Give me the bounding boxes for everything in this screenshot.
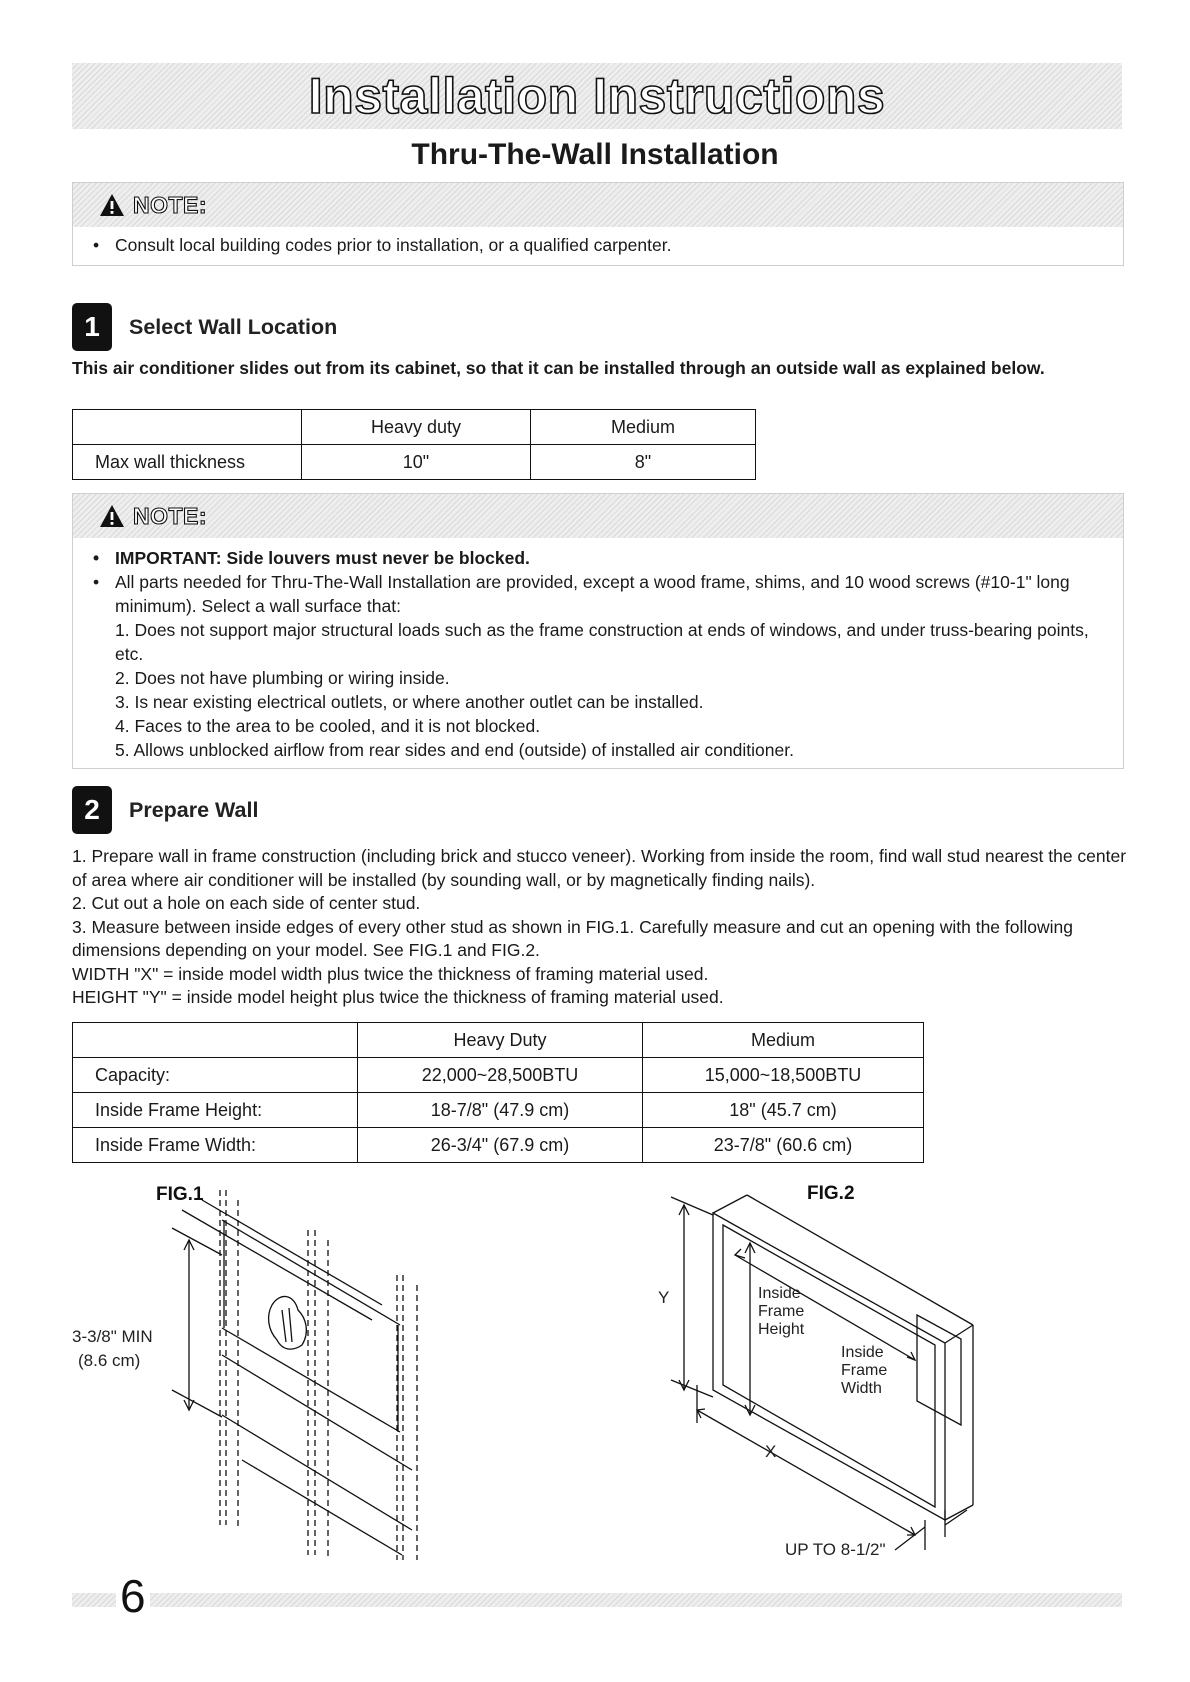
step-title: Select Wall Location bbox=[129, 314, 338, 339]
table-cell: 10" bbox=[302, 445, 531, 480]
warning-icon bbox=[99, 193, 125, 217]
table-cell bbox=[73, 1023, 358, 1058]
note-header bbox=[73, 494, 1123, 538]
fig2-width-label-3: Width bbox=[841, 1380, 882, 1397]
wall-thickness-table bbox=[72, 409, 756, 480]
note-item: • Consult local building codes prior to installation, or a qualified carpenter. bbox=[93, 233, 1103, 257]
fig2-width-label-1: Inside bbox=[841, 1344, 884, 1361]
table-header-row bbox=[73, 410, 756, 445]
table-cell: 18" (45.7 cm) bbox=[643, 1093, 924, 1128]
table-header-medium: Medium bbox=[531, 410, 756, 445]
footer-bar bbox=[72, 1593, 1122, 1607]
list-item: 4. Faces to the area to be cooled, and it is not blocked. bbox=[115, 716, 541, 736]
table-header-row bbox=[73, 1023, 924, 1058]
step-1-heading bbox=[72, 303, 337, 351]
list-item: 1. Does not support major structural loads such as the frame construction at ends of windows, and under truss-bearing points, etc. bbox=[115, 620, 1089, 664]
fig2-frame-diagram bbox=[655, 1165, 1025, 1560]
table-cell: Max wall thickness bbox=[73, 445, 302, 480]
note-label: NOTE: bbox=[133, 502, 208, 529]
fig2-depth-label: UP TO 8-1/2" bbox=[785, 1540, 886, 1559]
table-header-heavy: Heavy duty bbox=[302, 410, 531, 445]
warning-icon bbox=[99, 504, 125, 528]
list-item: 5. Allows unblocked airflow from rear sides and end (outside) of installed air conditioner. bbox=[115, 740, 794, 760]
fig1-label: FIG.1 bbox=[156, 1184, 204, 1205]
step-1-intro: This air conditioner slides out from its cabinet, so that it can be installed through an outside wall as explained below. bbox=[72, 358, 1045, 378]
step-2-instructions bbox=[72, 845, 1132, 1010]
table-cell: Capacity: bbox=[73, 1058, 358, 1093]
note-item: • All parts needed for Thru-The-Wall Installation are provided, except a wood frame, shims, and 10 wood screws (#10-1" long minimum). Select a wall surface that: bbox=[93, 570, 1103, 618]
table-row bbox=[73, 1128, 924, 1163]
table-cell: 23-7/8" (60.6 cm) bbox=[643, 1128, 924, 1163]
fig1-wall-diagram bbox=[72, 1170, 452, 1560]
note-header bbox=[73, 183, 1123, 227]
note-body bbox=[73, 538, 1123, 768]
fig2-x-label: X bbox=[765, 1442, 777, 1461]
table-cell: 26-3/4" (67.9 cm) bbox=[358, 1128, 643, 1163]
page-number: 6 bbox=[116, 1568, 150, 1624]
important-item: • IMPORTANT: Side louvers must never be blocked. bbox=[93, 546, 1103, 570]
instruction-line: 1. Prepare wall in frame construction (including brick and stucco veneer). Working from inside the room, find wall stud nearest the center of area where air conditioner will be installed (by sounding wall, or by magnetically finding nails). bbox=[72, 846, 1127, 890]
table-cell: Inside Frame Width: bbox=[73, 1128, 358, 1163]
fig2-height-label-2: Frame bbox=[758, 1303, 805, 1320]
table-header-heavy: Heavy Duty bbox=[358, 1023, 643, 1058]
frame-dimensions-table bbox=[72, 1022, 924, 1163]
fig2-height-label-1: Inside bbox=[758, 1285, 801, 1302]
fig2-height-label-3: Height bbox=[758, 1321, 805, 1338]
step-title: Prepare Wall bbox=[129, 797, 259, 822]
fig2-label: FIG.2 bbox=[807, 1183, 855, 1204]
note-box-2 bbox=[72, 493, 1124, 769]
instruction-line: HEIGHT "Y" = inside model height plus twice the thickness of framing material used. bbox=[72, 987, 724, 1007]
instruction-line: 3. Measure between inside edges of every other stud as shown in FIG.1. Carefully measure and cut an opening with the following dimensions depending on your model. See FIG.1 and FIG.2. bbox=[72, 916, 1073, 960]
fig2-width-label-2: Frame bbox=[841, 1362, 888, 1379]
step-2-heading bbox=[72, 786, 258, 834]
instruction-line: 2. Cut out a hole on each side of center stud. bbox=[72, 893, 421, 913]
table-row bbox=[73, 1093, 924, 1128]
table-cell: 22,000~28,500BTU bbox=[358, 1058, 643, 1093]
table-cell: 8" bbox=[531, 445, 756, 480]
table-cell bbox=[73, 410, 302, 445]
list-item: 3. Is near existing electrical outlets, or where another outlet can be installed. bbox=[115, 692, 704, 712]
step-number-badge: 1 bbox=[72, 303, 112, 351]
table-cell: 15,000~18,500BTU bbox=[643, 1058, 924, 1093]
note-body bbox=[73, 227, 1123, 265]
section-subtitle: Thru-The-Wall Installation bbox=[411, 138, 779, 171]
list-item: 2. Does not have plumbing or wiring inside. bbox=[115, 668, 450, 688]
note-box-1 bbox=[72, 182, 1124, 266]
instruction-line: WIDTH "X" = inside model width plus twice the thickness of framing material used. bbox=[72, 963, 709, 984]
table-cell: Inside Frame Height: bbox=[73, 1093, 358, 1128]
note-label: NOTE: bbox=[133, 191, 208, 218]
fig2-y-label: Y bbox=[658, 1288, 670, 1307]
table-header-medium: Medium bbox=[643, 1023, 924, 1058]
table-row bbox=[73, 445, 756, 480]
step-number-badge: 2 bbox=[72, 786, 112, 834]
fig1-dimension-line1: 3-3/8" MIN bbox=[72, 1327, 153, 1346]
table-cell: 18-7/8" (47.9 cm) bbox=[358, 1093, 643, 1128]
fig1-dimension-line2: (8.6 cm) bbox=[78, 1351, 141, 1370]
title-banner bbox=[72, 63, 1122, 129]
page-title: Installation Instructions bbox=[308, 68, 886, 124]
table-row bbox=[73, 1058, 924, 1093]
